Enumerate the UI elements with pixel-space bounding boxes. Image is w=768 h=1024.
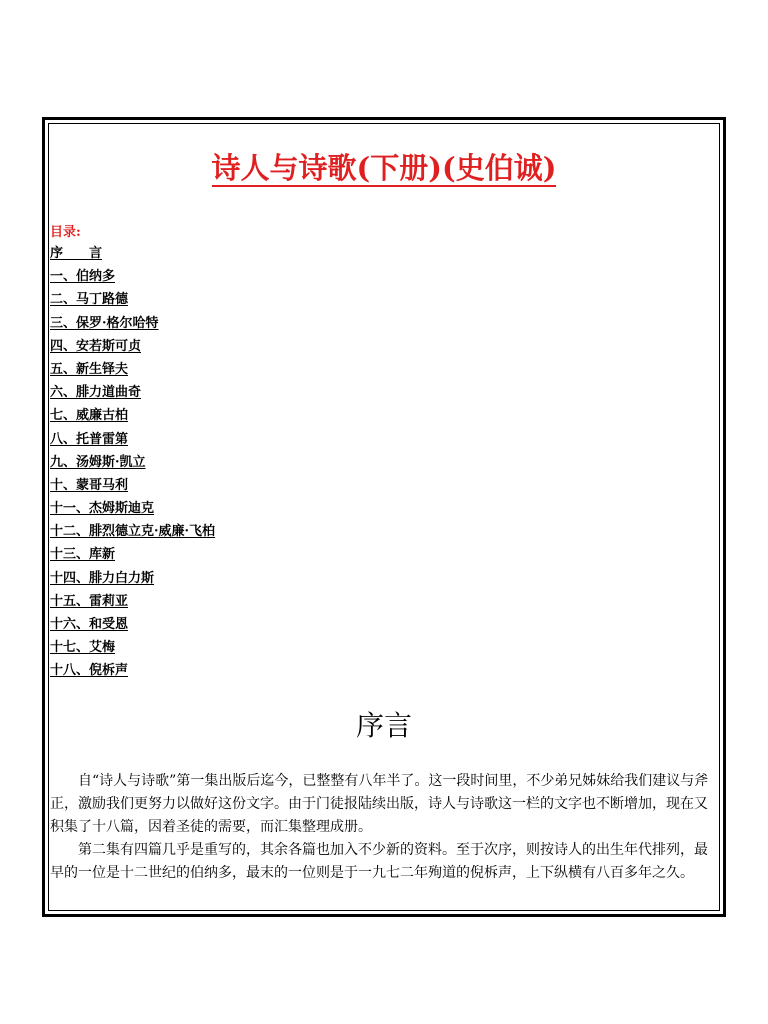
toc-link-5[interactable]: 五、新生铎夫 (50, 361, 129, 377)
toc-item (50, 335, 215, 358)
toc-item (50, 590, 215, 613)
toc-item (50, 265, 215, 288)
toc-link-3[interactable]: 三、保罗·格尔哈特 (50, 315, 159, 331)
toc-link-2[interactable]: 二、马丁路德 (50, 292, 129, 308)
document-title-text: 诗人与诗歌(下册)(史伯诚) (211, 151, 557, 185)
toc-link-13[interactable]: 十三、库新 (50, 547, 116, 563)
table-of-contents (50, 242, 215, 683)
toc-item (50, 312, 215, 335)
toc-item (50, 451, 215, 474)
toc-link-12[interactable]: 十二、腓烈德立克·威廉·飞柏 (50, 524, 216, 540)
toc-link-15[interactable]: 十五、雷莉亚 (50, 593, 129, 609)
preface-body (50, 770, 718, 885)
document-title (0, 150, 768, 186)
toc-item (50, 613, 215, 636)
toc-item (50, 381, 215, 404)
toc-item (50, 428, 215, 451)
toc-link-11[interactable]: 十一、杰姆斯迪克 (50, 501, 155, 517)
toc-item (50, 288, 215, 311)
toc-link-4[interactable]: 四、安若斯可贞 (50, 338, 142, 354)
toc-link-18[interactable]: 十八、倪柝声 (50, 663, 129, 679)
section-title: 序言 (355, 709, 412, 742)
toc-item (50, 358, 215, 381)
toc-link-1[interactable]: 一、伯纳多 (50, 269, 116, 285)
toc-link-preface[interactable]: 序 言 (50, 246, 103, 261)
paragraph: 第二集有四篇几乎是重写的，其余各篇也加入不少新的资料。至于次序，则按诗人的出生年代排列，最早的一位是十二世纪的伯纳多，最末的一位则是于一九七二年殉道的倪柝声，上下纵横有八百多年之久。 (50, 842, 708, 881)
paragraph: 自“诗人与诗歌”第一集出版后迄今，已整整有八年半了。这一段时间里，不少弟兄姊妹给我们建议与斧正，激励我们更努力以做好这份文字。由于门徒报陆续出版，诗人与诗歌这一栏的文字也不断增加，现在又积集了十八篇，因着圣徒的需要，而汇集整理成册。 (50, 773, 709, 835)
toc-link-17[interactable]: 十七、艾梅 (50, 640, 116, 656)
toc-item (50, 567, 215, 590)
toc-item (50, 242, 215, 265)
toc-link-7[interactable]: 七、威廉古柏 (50, 408, 129, 424)
toc-link-9[interactable]: 九、汤姆斯·凯立 (50, 454, 146, 470)
toc-heading: 目录: (50, 225, 81, 240)
toc-item (50, 636, 215, 659)
toc-link-6[interactable]: 六、腓力道曲奇 (50, 385, 142, 401)
toc-link-14[interactable]: 十四、腓力白力斯 (50, 570, 155, 586)
toc-item (50, 474, 215, 497)
toc-item (50, 404, 215, 427)
toc-item (50, 520, 215, 543)
toc-link-16[interactable]: 十六、和受恩 (50, 617, 129, 632)
toc-item (50, 659, 215, 682)
toc-item (50, 497, 215, 520)
toc-item (50, 543, 215, 566)
toc-link-8[interactable]: 八、托普雷第 (50, 431, 129, 447)
toc-link-10[interactable]: 十、蒙哥马利 (50, 477, 129, 493)
